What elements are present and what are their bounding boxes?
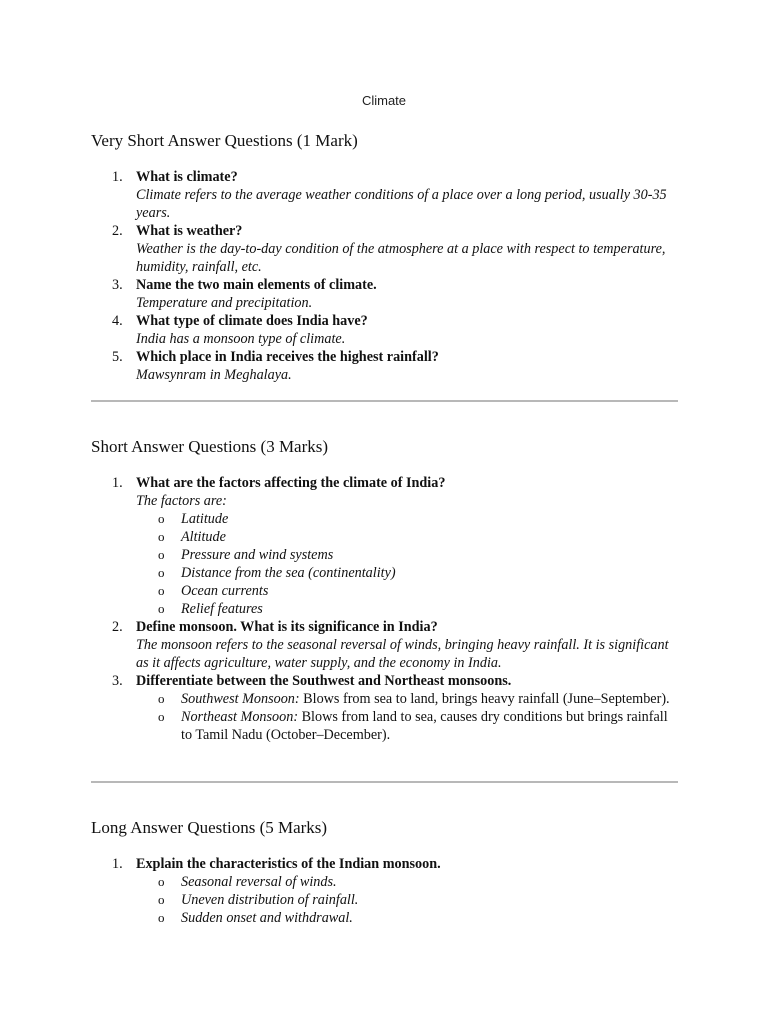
term-label: Northeast Monsoon: xyxy=(181,709,299,725)
factor-item: o Altitude xyxy=(158,529,226,545)
section-heading: Short Answer Questions (3 Marks) xyxy=(91,437,329,456)
item-number: 1. xyxy=(112,475,123,491)
list-item xyxy=(91,276,681,312)
bullet-marker: o xyxy=(158,874,165,889)
item-number: 2. xyxy=(112,619,123,635)
question-text: Define monsoon. What is its significance in India? xyxy=(136,619,438,635)
document-title: Climate xyxy=(361,93,407,108)
bullet-marker: o xyxy=(158,511,165,526)
factor-item: o Latitude xyxy=(158,511,229,527)
item-number: 4. xyxy=(112,313,123,329)
item-number: 5. xyxy=(112,349,123,365)
question-text: Differentiate between the Southwest and Northeast monsoons. xyxy=(136,673,512,689)
bullet-marker: o xyxy=(158,547,165,562)
question-text: What is weather? xyxy=(136,223,243,239)
answer-text: Weather is the day-to-day condition of the atmosphere at a place with respect to temperature, humidity, rainfall, etc. xyxy=(136,241,666,275)
question-text: What is climate? xyxy=(136,169,238,185)
question-text: Explain the characteristics of the Indian monsoon. xyxy=(136,856,441,872)
list-item xyxy=(91,312,681,348)
item-number: 2. xyxy=(112,223,123,239)
list-item xyxy=(91,855,681,927)
southwest-monsoon-item xyxy=(136,690,681,708)
term-description: Blows from sea to land, brings heavy rainfall (June–September). xyxy=(299,691,670,707)
answer-text: Mawsynram in Meghalaya. xyxy=(136,367,292,383)
northeast-monsoon-item xyxy=(136,708,681,744)
answer-text: Temperature and precipitation. xyxy=(136,295,313,311)
list-item xyxy=(91,672,681,744)
item-number: 3. xyxy=(112,277,123,293)
question-list xyxy=(91,168,681,384)
term-label: Southwest Monsoon: xyxy=(181,691,300,707)
factor-item: o Relief features xyxy=(158,601,263,617)
section-divider xyxy=(91,781,678,783)
answer-text: Climate refers to the average weather conditions of a place over a long period, usually 30-35 years. xyxy=(136,187,667,221)
item-number: 3. xyxy=(112,673,123,689)
factor-item: o Distance from the sea (continentality) xyxy=(158,565,396,581)
characteristic-item: o Seasonal reversal of winds. xyxy=(158,874,337,890)
section-heading: Very Short Answer Questions (1 Mark) xyxy=(91,131,358,150)
question-text: What are the factors affecting the climate of India? xyxy=(136,475,446,491)
characteristics-list xyxy=(136,873,681,927)
bullet-marker: o xyxy=(158,892,165,907)
list-item xyxy=(91,348,681,384)
question-list xyxy=(91,855,681,927)
item-number: 1. xyxy=(112,856,123,872)
question-text: What type of climate does India have? xyxy=(136,313,368,329)
bullet-marker: o xyxy=(158,529,165,544)
question-text: Which place in India receives the highest rainfall? xyxy=(136,349,439,365)
section-heading: Long Answer Questions (5 Marks) xyxy=(91,818,328,837)
list-item xyxy=(91,474,681,618)
long-answer-section xyxy=(91,817,681,927)
characteristic-item: o Sudden onset and withdrawal. xyxy=(158,910,353,926)
bullet-marker: o xyxy=(158,565,165,580)
item-number: 1. xyxy=(112,169,123,185)
question-text: Name the two main elements of climate. xyxy=(136,277,377,293)
term-description: Blows from land to sea, causes dry conditions but brings rainfall to Tamil Nadu (October–December). xyxy=(181,709,668,743)
very-short-section xyxy=(91,130,681,384)
bullet-marker: o xyxy=(158,691,165,706)
short-answer-section xyxy=(91,436,681,744)
bullet-marker: o xyxy=(158,601,165,616)
answer-text: India has a monsoon type of climate. xyxy=(136,331,346,347)
section-divider xyxy=(91,400,678,402)
answer-text: The factors are: xyxy=(136,493,227,509)
factor-item: o Pressure and wind systems xyxy=(158,547,334,563)
question-list xyxy=(91,474,681,744)
list-item xyxy=(91,168,681,222)
factor-item: o Ocean currents xyxy=(158,583,269,599)
factor-list xyxy=(136,510,681,618)
characteristic-item: o Uneven distribution of rainfall. xyxy=(158,892,359,908)
monsoon-comparison-list xyxy=(136,690,681,744)
bullet-marker: o xyxy=(158,583,165,598)
answer-text: The monsoon refers to the seasonal reversal of winds, bringing heavy rainfall. It is significant as it affects agriculture, water supply, and the economy in India. xyxy=(136,637,669,671)
bullet-marker: o xyxy=(158,709,165,724)
list-item xyxy=(91,618,681,672)
list-item xyxy=(91,222,681,276)
bullet-marker: o xyxy=(158,910,165,925)
